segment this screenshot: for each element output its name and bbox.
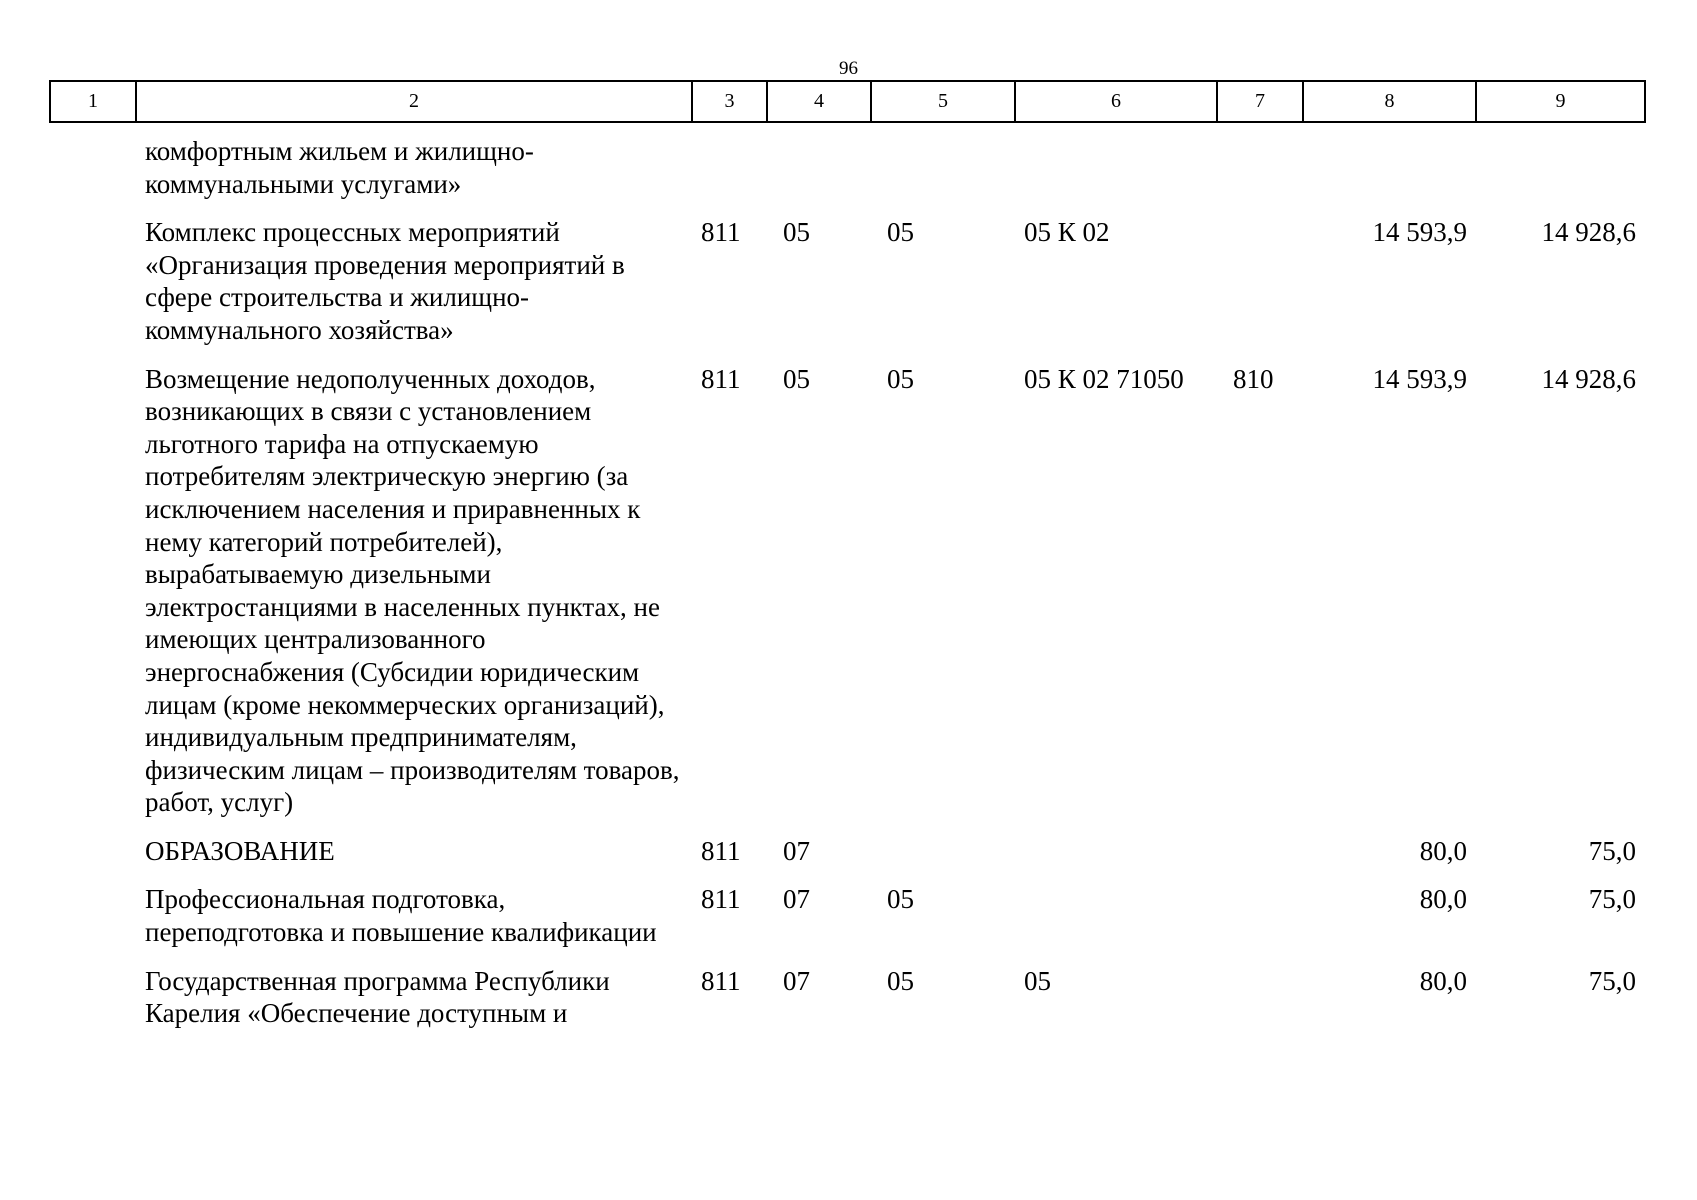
row-cell-3 [692,122,767,216]
row-cell-6 [1015,883,1217,964]
row-cell-6: 05 К 02 [1024,217,1110,248]
row-cell-1 [50,363,136,835]
row-cell-7 [1217,122,1303,216]
row-cell-4 [767,122,871,216]
row-cell-8: 80,0 [1419,965,1467,996]
table-header [50,81,1645,122]
column-header-9: 9 [1476,81,1645,122]
row-cell-3: 811 [701,217,741,248]
table-body [50,122,1645,1046]
table-row [50,216,1645,362]
row-cell-7 [1217,965,1303,1046]
column-header-7: 7 [1217,81,1303,122]
row-cell-6: 05 К 02 71050 [1024,363,1184,394]
row-name: Государственная программа Республики Карелия «Обеспечение доступным и [145,965,610,1029]
row-cell-4: 05 [783,217,810,248]
row-cell-4: 07 [783,884,810,915]
column-header-3: 3 [692,81,767,122]
row-cell-9: 75,0 [1588,835,1636,866]
column-header-8: 8 [1303,81,1476,122]
row-cell-3: 811 [701,835,741,866]
row-cell-5: 05 [887,217,914,248]
row-cell-9: 14 928,6 [1541,217,1636,248]
row-cell-9: 75,0 [1588,884,1636,915]
row-cell-9 [1476,122,1645,216]
table-row [50,883,1645,964]
column-number-row [50,81,1645,122]
row-cell-6 [1015,835,1217,884]
row-cell-8: 14 593,9 [1372,217,1467,248]
table-row [50,835,1645,884]
column-header-1: 1 [50,81,136,122]
row-cell-3: 811 [701,965,741,996]
table-row [50,965,1645,1046]
row-cell-5 [871,122,1015,216]
row-cell-7 [1217,883,1303,964]
row-name: Комплекс процессных мероприятий «Организация проведения мероприятий в сфере строительства и жилищно-коммунального хозяйства» [145,217,625,345]
row-cell-8 [1303,122,1476,216]
row-cell-3: 811 [701,363,741,394]
row-cell-6: 05 [1024,965,1051,996]
table-row [50,363,1645,835]
row-cell-5: 05 [887,363,914,394]
row-cell-4: 05 [783,363,810,394]
row-name: комфортным жильем и жилищно-коммунальными услугами» [145,136,534,199]
row-name: ОБРАЗОВАНИЕ [145,835,335,866]
row-cell-1 [50,965,136,1046]
row-cell-6 [1015,122,1217,216]
row-cell-3: 811 [701,884,741,915]
row-cell-9: 14 928,6 [1541,363,1636,394]
row-cell-7: 810 [1233,363,1274,394]
row-cell-1 [50,835,136,884]
budget-table [49,80,1646,1046]
row-cell-1 [50,122,136,216]
column-header-5: 5 [871,81,1015,122]
row-name: Профессиональная подготовка, переподготовка и повышение квалификации [145,884,657,948]
row-cell-9: 75,0 [1588,965,1636,996]
row-cell-4: 07 [783,835,810,866]
column-header-2: 2 [136,81,692,122]
row-cell-7 [1217,216,1303,362]
column-header-4: 4 [767,81,871,122]
page-number: 96 [839,58,858,79]
row-cell-1 [50,883,136,964]
row-cell-5: 05 [887,884,914,915]
row-cell-8: 80,0 [1419,835,1467,866]
table-row [50,122,1645,216]
row-cell-5 [871,835,1015,884]
row-cell-7 [1217,835,1303,884]
row-cell-1 [50,216,136,362]
row-cell-4: 07 [783,965,810,996]
column-header-6: 6 [1015,81,1217,122]
row-name: Возмещение недополученных доходов, возникающих в связи с установлением льготного тарифа на отпускаемую потребителям электрическую энергию (за исключением населения и приравненных к нему категорий потребителей), вырабатываемую дизельными электростанциями в населенных пунктах, не имеющих централизованного энергоснабжения (Субсидии юридическим лицам (кроме некоммерческих организаций), индивидуальным предпринимателям, физическим лицам – производителям товаров, работ, услуг) [145,363,680,818]
row-cell-8: 80,0 [1419,884,1467,915]
row-cell-8: 14 593,9 [1372,363,1467,394]
row-cell-5: 05 [887,965,914,996]
